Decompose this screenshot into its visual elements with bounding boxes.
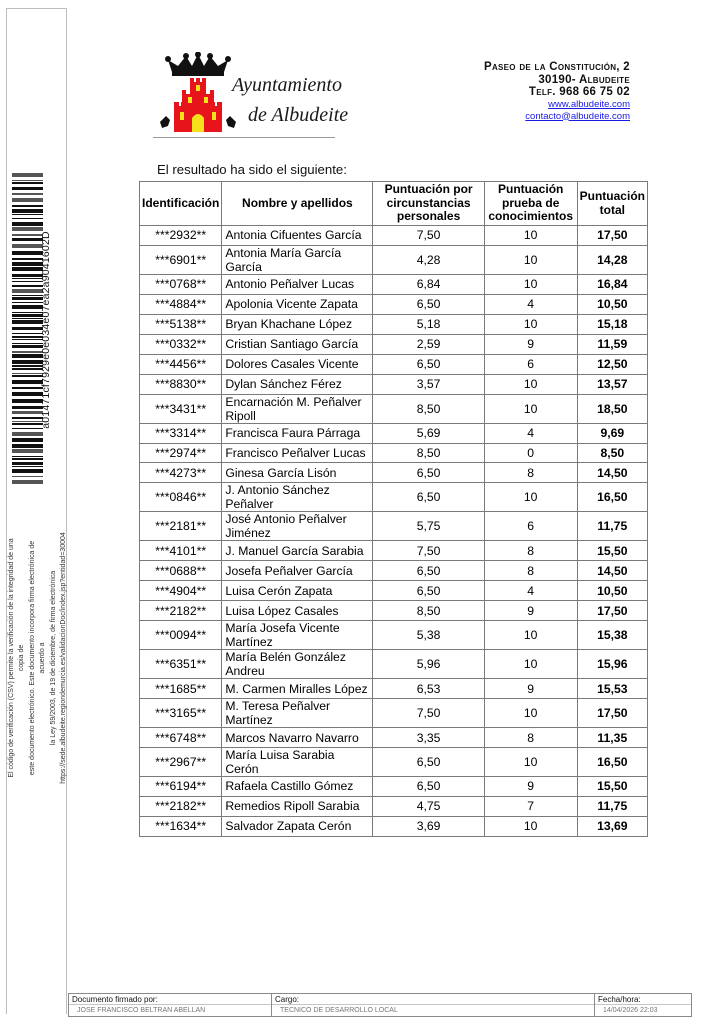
intro-text: El resultado ha sido el siguiente: — [157, 162, 347, 177]
cell-id: ***2182** — [140, 796, 222, 816]
cell-total-score: 11,35 — [577, 728, 647, 748]
cell-name: J. Antonio Sánchez Peñalver — [222, 483, 373, 512]
table-row — [140, 581, 648, 601]
cell-name: Rafaela Castillo Gómez — [222, 777, 373, 797]
header-id: Identificación — [140, 182, 222, 226]
table-row — [140, 274, 648, 294]
email-link[interactable]: contacto@albudeite.com — [525, 110, 630, 122]
cell-personal-score: 5,18 — [373, 314, 484, 334]
cell-total-score: 15,38 — [577, 621, 647, 650]
cell-total-score: 15,53 — [577, 679, 647, 699]
cell-personal-score: 6,53 — [373, 679, 484, 699]
cell-knowledge-score: 8 — [484, 541, 577, 561]
cell-name: Marcos Navarro Navarro — [222, 728, 373, 748]
cell-total-score: 18,50 — [577, 394, 647, 423]
cell-personal-score: 6,50 — [373, 463, 484, 483]
csv-code-text: a01471cf7929e0e034e07ea2a9041602D — [40, 231, 52, 429]
table-row — [140, 226, 648, 246]
table-row — [140, 621, 648, 650]
table-row — [140, 294, 648, 314]
cell-total-score: 17,50 — [577, 601, 647, 621]
cell-total-score: 16,50 — [577, 748, 647, 777]
cell-total-score: 17,50 — [577, 699, 647, 728]
cell-personal-score: 8,50 — [373, 394, 484, 423]
cell-total-score: 13,69 — [577, 816, 647, 836]
cell-knowledge-score: 10 — [484, 483, 577, 512]
role-cell — [272, 994, 595, 1016]
cell-knowledge-score: 8 — [484, 561, 577, 581]
cell-total-score: 11,75 — [577, 796, 647, 816]
table-row — [140, 728, 648, 748]
logo-divider — [153, 137, 335, 138]
cell-knowledge-score: 4 — [484, 423, 577, 443]
cell-total-score: 12,50 — [577, 354, 647, 374]
cell-id: ***2974** — [140, 443, 222, 463]
logo-text-town: de Albudeite — [248, 104, 349, 126]
cell-knowledge-score: 10 — [484, 621, 577, 650]
castle-crest-icon — [158, 52, 238, 138]
csv-notice-line: la Ley 59/2003, de 19 de diciembre, de firma electrónica — [49, 570, 57, 745]
table-row — [140, 512, 648, 541]
cell-knowledge-score: 10 — [484, 699, 577, 728]
table-row — [140, 374, 648, 394]
table-row — [140, 796, 648, 816]
table-row — [140, 394, 648, 423]
cell-id: ***3165** — [140, 699, 222, 728]
cell-name: Luisa Cerón Zapata — [222, 581, 373, 601]
cell-name: Salvador Zapata Cerón — [222, 816, 373, 836]
cell-total-score: 15,50 — [577, 777, 647, 797]
table-header-row — [140, 182, 648, 226]
cell-total-score: 14,50 — [577, 463, 647, 483]
cell-knowledge-score: 10 — [484, 226, 577, 246]
cell-knowledge-score: 8 — [484, 463, 577, 483]
table-row — [140, 777, 648, 797]
cell-personal-score: 4,28 — [373, 245, 484, 274]
cell-total-score: 15,18 — [577, 314, 647, 334]
table-row — [140, 816, 648, 836]
cell-total-score: 10,50 — [577, 294, 647, 314]
table-row — [140, 679, 648, 699]
cell-id: ***5138** — [140, 314, 222, 334]
cell-personal-score: 6,50 — [373, 581, 484, 601]
cell-name: Dolores Casales Vicente — [222, 354, 373, 374]
verification-strip — [6, 8, 67, 1014]
cell-id: ***6901** — [140, 245, 222, 274]
cell-name: Remedios Ripoll Sarabia — [222, 796, 373, 816]
cell-total-score: 15,96 — [577, 650, 647, 679]
cell-id: ***1685** — [140, 679, 222, 699]
role-value: TECNICO DE DESARROLLO LOCAL — [280, 1007, 398, 1014]
header-knowledge-score: Puntuación prueba de conocimientos — [484, 182, 577, 226]
table-row — [140, 245, 648, 274]
cell-personal-score: 7,50 — [373, 226, 484, 246]
cell-id: ***4101** — [140, 541, 222, 561]
cell-name: Dylan Sánchez Férez — [222, 374, 373, 394]
cell-id: ***2967** — [140, 748, 222, 777]
cell-knowledge-score: 9 — [484, 777, 577, 797]
csv-notice-line: El código de verificación (CSV) permite la verificación de la integridad de una copia de — [7, 537, 26, 778]
cell-id: ***0094** — [140, 621, 222, 650]
cell-name: M. Teresa Peñalver Martínez — [222, 699, 373, 728]
role-label: Cargo: — [272, 994, 594, 1005]
cell-id: ***4273** — [140, 463, 222, 483]
cell-personal-score: 6,50 — [373, 777, 484, 797]
cell-name: Encarnación M. Peñalver Ripoll — [222, 394, 373, 423]
cell-knowledge-score: 10 — [484, 650, 577, 679]
cell-knowledge-score: 6 — [484, 354, 577, 374]
cell-personal-score: 5,69 — [373, 423, 484, 443]
cell-personal-score: 5,38 — [373, 621, 484, 650]
cell-name: Luisa López Casales — [222, 601, 373, 621]
cell-knowledge-score: 10 — [484, 374, 577, 394]
cell-knowledge-score: 7 — [484, 796, 577, 816]
address-phone: Telf. 968 66 75 02 — [528, 86, 630, 98]
cell-id: ***2182** — [140, 601, 222, 621]
cell-knowledge-score: 10 — [484, 394, 577, 423]
cell-id: ***2181** — [140, 512, 222, 541]
cell-id: ***1634** — [140, 816, 222, 836]
datetime-value: 14/04/2026 22:03 — [603, 1007, 658, 1014]
cell-name: Bryan Khachane López — [222, 314, 373, 334]
cell-id: ***6748** — [140, 728, 222, 748]
cell-personal-score: 6,50 — [373, 561, 484, 581]
header-name: Nombre y apellidos — [222, 182, 373, 226]
cell-name: Ginesa García Lisón — [222, 463, 373, 483]
cell-knowledge-score: 10 — [484, 816, 577, 836]
cell-personal-score: 8,50 — [373, 601, 484, 621]
cell-personal-score: 7,50 — [373, 541, 484, 561]
cell-personal-score: 6,84 — [373, 274, 484, 294]
cell-knowledge-score: 0 — [484, 443, 577, 463]
cell-personal-score: 3,69 — [373, 816, 484, 836]
header-personal-score: Puntuación por circunstancias personales — [373, 182, 484, 226]
header-total-score: Puntuación total — [577, 182, 647, 226]
cell-total-score: 14,50 — [577, 561, 647, 581]
cell-total-score: 16,84 — [577, 274, 647, 294]
cell-id: ***0688** — [140, 561, 222, 581]
cell-total-score: 14,28 — [577, 245, 647, 274]
cell-total-score: 16,50 — [577, 483, 647, 512]
cell-knowledge-score: 4 — [484, 294, 577, 314]
cell-name: María Belén González Andreu — [222, 650, 373, 679]
cell-id: ***0768** — [140, 274, 222, 294]
signed-by-cell — [69, 994, 272, 1016]
cell-id: ***3431** — [140, 394, 222, 423]
cell-knowledge-score: 9 — [484, 334, 577, 354]
cell-knowledge-score: 9 — [484, 601, 577, 621]
table-row — [140, 314, 648, 334]
cell-knowledge-score: 10 — [484, 748, 577, 777]
table-row — [140, 561, 648, 581]
cell-id: ***2932** — [140, 226, 222, 246]
table-row — [140, 334, 648, 354]
cell-name: Francisco Peñalver Lucas — [222, 443, 373, 463]
cell-id: ***4884** — [140, 294, 222, 314]
cell-personal-score: 5,75 — [373, 512, 484, 541]
address-block — [484, 61, 630, 123]
table-row — [140, 483, 648, 512]
cell-knowledge-score: 9 — [484, 679, 577, 699]
cell-knowledge-score: 10 — [484, 245, 577, 274]
cell-name: María Luisa Sarabia Cerón — [222, 748, 373, 777]
cell-name: Josefa Peñalver García — [222, 561, 373, 581]
cell-knowledge-score: 4 — [484, 581, 577, 601]
address-postal: 30190- Albudeite — [538, 73, 630, 86]
cell-name: J. Manuel García Sarabia — [222, 541, 373, 561]
csv-verification-url[interactable]: https://sede.albudeite.regiondemurcia.es/validacionDoc/index.jsp?entidad=30004 — [59, 531, 67, 784]
cell-personal-score: 3,57 — [373, 374, 484, 394]
table-row — [140, 748, 648, 777]
cell-knowledge-score: 10 — [484, 314, 577, 334]
cell-id: ***6351** — [140, 650, 222, 679]
cell-id: ***0332** — [140, 334, 222, 354]
table-row — [140, 541, 648, 561]
cell-name: M. Carmen Miralles López — [222, 679, 373, 699]
cell-name: Apolonia Vicente Zapata — [222, 294, 373, 314]
cell-total-score: 13,57 — [577, 374, 647, 394]
table-row — [140, 601, 648, 621]
cell-personal-score: 6,50 — [373, 748, 484, 777]
cell-personal-score: 3,35 — [373, 728, 484, 748]
cell-name: José Antonio Peñalver Jiménez — [222, 512, 373, 541]
cell-personal-score: 6,50 — [373, 294, 484, 314]
datetime-cell — [595, 994, 691, 1016]
table-row — [140, 423, 648, 443]
signed-by-value: JOSE FRANCISCO BELTRAN ABELLAN — [77, 1007, 206, 1014]
cell-id: ***4904** — [140, 581, 222, 601]
table-row — [140, 443, 648, 463]
cell-total-score: 15,50 — [577, 541, 647, 561]
cell-id: ***6194** — [140, 777, 222, 797]
cell-personal-score: 8,50 — [373, 443, 484, 463]
cell-personal-score: 2,59 — [373, 334, 484, 354]
cell-knowledge-score: 10 — [484, 274, 577, 294]
signed-by-label: Documento firmado por: — [69, 994, 271, 1005]
cell-name: Antonia María García García — [222, 245, 373, 274]
datetime-label: Fecha/hora: — [595, 994, 691, 1005]
website-link[interactable]: www.albudeite.com — [548, 98, 630, 110]
cell-name: María Josefa Vicente Martínez — [222, 621, 373, 650]
cell-personal-score: 6,50 — [373, 354, 484, 374]
csv-notice-line: este documento electrónico. Este documento incorpora firma electrónica de acuerdo a — [28, 540, 46, 775]
table-row — [140, 354, 648, 374]
cell-knowledge-score: 6 — [484, 512, 577, 541]
results-table — [139, 181, 648, 837]
cell-id: ***8830** — [140, 374, 222, 394]
cell-name: Cristian Santiago García — [222, 334, 373, 354]
cell-total-score: 17,50 — [577, 226, 647, 246]
signature-box — [68, 993, 692, 1017]
cell-id: ***3314** — [140, 423, 222, 443]
cell-total-score: 9,69 — [577, 423, 647, 443]
cell-personal-score: 5,96 — [373, 650, 484, 679]
logo-text-ayuntamiento: Ayuntamiento — [232, 74, 342, 96]
cell-name: Antonia Cifuentes García — [222, 226, 373, 246]
table-row — [140, 699, 648, 728]
cell-name: Antonio Peñalver Lucas — [222, 274, 373, 294]
table-row — [140, 463, 648, 483]
cell-id: ***4456** — [140, 354, 222, 374]
table-row — [140, 650, 648, 679]
cell-name: Francisca Faura Párraga — [222, 423, 373, 443]
cell-knowledge-score: 8 — [484, 728, 577, 748]
cell-total-score: 11,59 — [577, 334, 647, 354]
csv-notice — [8, 530, 68, 785]
cell-total-score: 11,75 — [577, 512, 647, 541]
address-street: Paseo de la Constitución, 2 — [483, 61, 630, 73]
cell-total-score: 10,50 — [577, 581, 647, 601]
cell-id: ***0846** — [140, 483, 222, 512]
cell-personal-score: 4,75 — [373, 796, 484, 816]
csv-code — [36, 170, 56, 490]
cell-total-score: 8,50 — [577, 443, 647, 463]
cell-personal-score: 7,50 — [373, 699, 484, 728]
cell-personal-score: 6,50 — [373, 483, 484, 512]
